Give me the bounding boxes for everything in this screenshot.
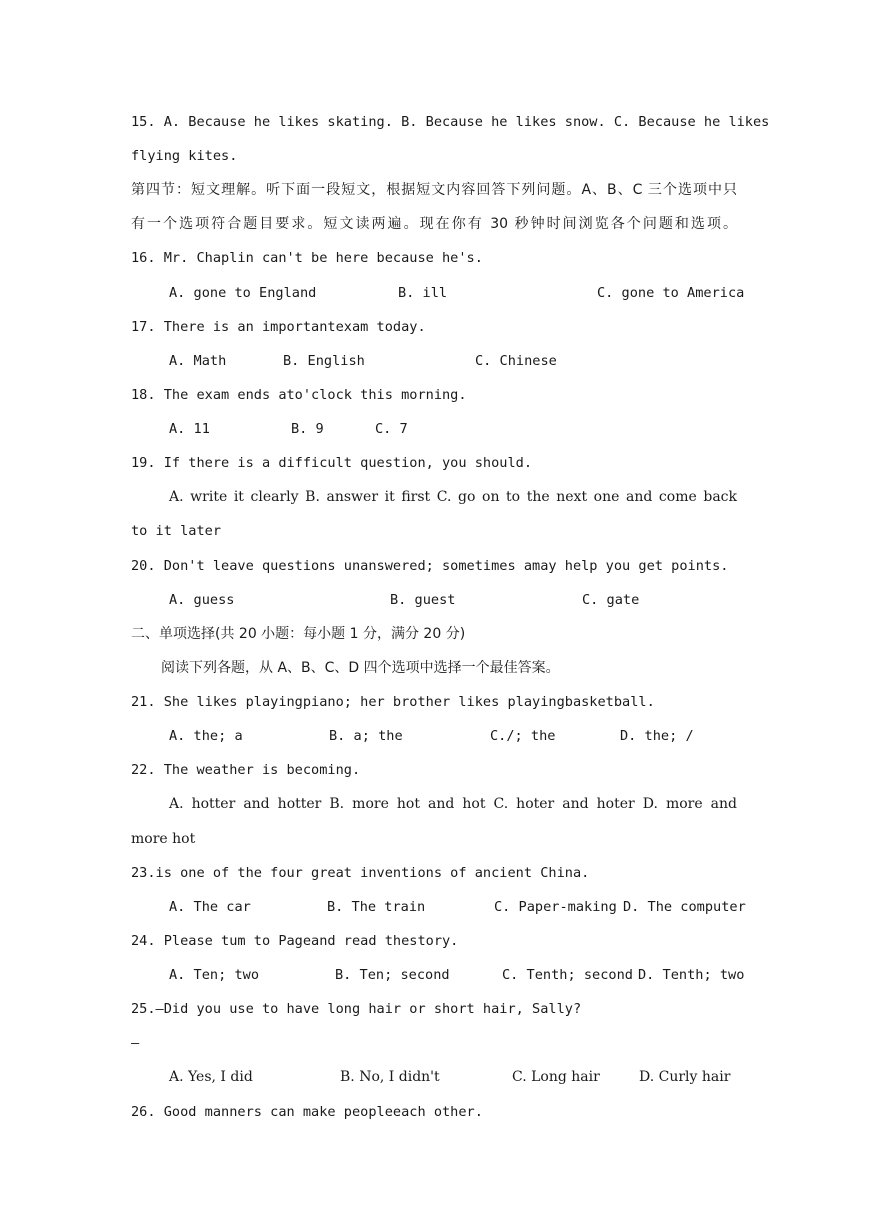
q19-options: A. write it clearly B. answer it first C. go on to the next one and come back: [169, 489, 737, 505]
q20-option-b: B. guest: [390, 592, 456, 608]
q15-line2: flying kites.: [131, 148, 238, 164]
part2-instruction: 阅读下列各题，从 A、B、C、D 四个选项中选择一个最佳答案。: [161, 660, 560, 676]
q22-options: A. hotter and hotter B. more hot and hot C. hoter and hoter D. more and: [169, 796, 737, 812]
q18-stem: 18. The exam ends ato'clock this morning.: [131, 387, 467, 403]
q22-options-cont: more hot: [131, 831, 196, 847]
part2-title: 二、单项选择(共 20 小题：每小题 1 分，满分 20 分): [131, 626, 466, 642]
q26-stem: 26. Good manners can make peopleeach other.: [131, 1104, 483, 1120]
q21-option-a: A. the; a: [169, 728, 243, 744]
q22-stem: 22. The weather is becoming.: [131, 762, 361, 778]
q20-option-c: C. gate: [582, 592, 640, 608]
q23-option-a: A. The car: [169, 899, 251, 915]
q25-option-b: B. No, I didn't: [340, 1069, 440, 1085]
q17-option-c: C. Chinese: [475, 353, 557, 369]
q23-option-b: B. The train: [327, 899, 426, 915]
q24-option-b: B. Ten; second: [335, 967, 450, 983]
q23-option-c: C. Paper-making: [494, 899, 617, 915]
q16-option-a: A. gone to England: [169, 285, 317, 301]
q17-option-a: A. Math: [169, 353, 227, 369]
q16-option-b: B. ill: [398, 285, 448, 301]
q23-options: [169, 897, 746, 917]
q21-option-c: C./; the: [490, 728, 556, 744]
q18-option-b: B. 9: [291, 421, 324, 437]
q24-options: [169, 965, 745, 985]
q23-option-d: D. The computer: [623, 899, 746, 915]
q24-option-a: A. Ten; two: [169, 967, 260, 983]
q20-option-a: A. guess: [169, 592, 235, 608]
q23-stem: 23.is one of the four great inventions of ancient China.: [131, 865, 590, 881]
q17-option-b: B. English: [283, 353, 365, 369]
section4-line2: 有一个选项符合题目要求。短文读两遍。现在你有 30 秒钟时间浏览各个问题和选项。: [131, 216, 737, 232]
q19-options-cont: to it later: [131, 523, 222, 539]
q21-stem: 21. She likes playingpiano; her brother likes playingbasketball.: [131, 694, 655, 710]
q20-options: [169, 590, 737, 610]
q25-stem: 25.—Did you use to have long hair or short hair, Sally?: [131, 1001, 582, 1017]
q25-option-d: D. Curly hair: [639, 1069, 731, 1085]
q18-option-c: C. 7: [375, 421, 408, 437]
section4-line1: 第四节：短文理解。听下面一段短文，根据短文内容回答下列问题。A、B、C 三个选项中只: [131, 182, 737, 198]
q24-option-d: D. Tenth; two: [638, 967, 745, 983]
q17-stem: 17. There is an importantexam today.: [131, 319, 426, 335]
q17-options: [169, 351, 737, 371]
q16-options: [169, 283, 745, 303]
q24-option-c: C. Tenth; second: [502, 967, 633, 983]
q25-option-a: A. Yes, I did: [169, 1069, 253, 1085]
q24-stem: 24. Please tum to Pageand read thestory.: [131, 933, 459, 949]
q15-line1: 15. A. Because he likes skating. B. Because he likes snow. C. Because he likes: [131, 114, 770, 130]
q21-option-b: B. a; the: [329, 728, 403, 744]
q18-option-a: A. 11: [169, 421, 210, 437]
q21-options: [169, 726, 737, 746]
q18-options: [169, 419, 737, 439]
q25-option-c: C. Long hair: [512, 1069, 600, 1085]
q20-stem: 20. Don't leave questions unanswered; sometimes amay help you get points.: [131, 558, 729, 574]
q25-answer-dash: —: [131, 1035, 140, 1051]
q19-stem: 19. If there is a difficult question, you should.: [131, 455, 533, 471]
q25-options: [169, 1067, 737, 1087]
q21-option-d: D. the; /: [620, 728, 694, 744]
q16-stem: 16. Mr. Chaplin can't be here because he's.: [131, 250, 483, 266]
q16-option-c: C. gone to America: [597, 285, 745, 301]
